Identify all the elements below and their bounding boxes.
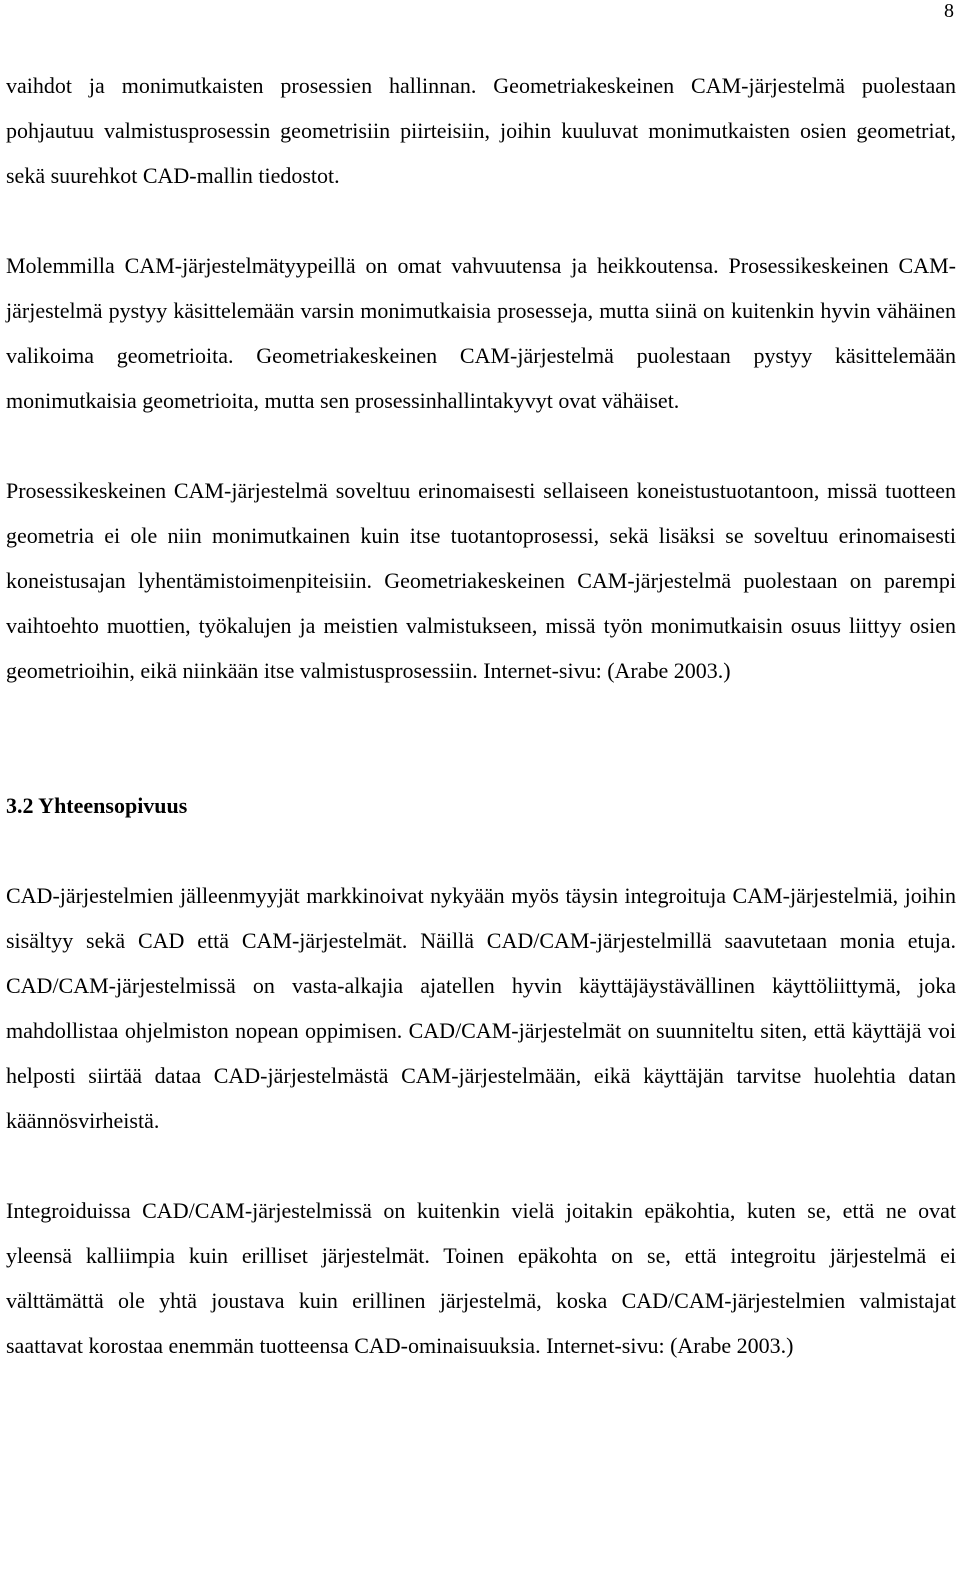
paragraph-integrated-drawbacks: Integroiduissa CAD/CAM-järjestelmissä on kuitenkin vielä joitakin epäkohtia, kuten se, että ne ovat yleensä kalliimpia kuin erilliset järjestelmät. Toinen epäkohta on se, että integroitu järjestelmä ei välttämättä ole yhtä joustava kuin erillinen järjestelmä, koska CAD/CAM-järjestelmien valmistajat saattavat korostaa enemmän tuotteensa CAD-ominaisuuksia. Internet-sivu: (Arabe 2003.) [6, 1198, 956, 1358]
paragraph-suitability: Prosessikeskeinen CAM-järjestelmä soveltuu erinomaisesti sellaiseen koneistustuotantoon, missä tuotteen geometria ei ole niin monimutkainen kuin itse tuotantoprosessi, sekä lisäksi se soveltuu erinomaisesti koneistusajan lyhentämistoimenpiteisiin. Geometriakeskeinen CAM-järjestelmä puolestaan on parempi vaihtoehto muottien, työkalujen ja meistien valmistukseen, missä työn monimutkaisin osuus liittyy osien geometrioihin, eikä niinkään itse valmistusprosessiin. Internet-sivu: (Arabe 2003.) [6, 478, 956, 683]
paragraph-strengths-weaknesses: Molemmilla CAM-järjestelmätyypeillä on omat vahvuutensa ja heikkoutensa. Prosessikeskeinen CAM-järjestelmä pystyy käsittelemään varsin monimutkaisia prosesseja, mutta siinä on kuitenkin hyvin vähäinen valikoima geometrioita. Geometriakeskeinen CAM-järjestelmä puolestaan pystyy käsittelemään monimutkaisia geometrioita, mutta sen prosessinhallintakyvyt ovat vähäiset. [6, 253, 956, 413]
section-heading-compatibility: 3.2 Yhteensopivuus [6, 793, 188, 818]
page-number: 8 [944, 0, 954, 22]
document-body [6, 63, 956, 1368]
paragraph-integrated-systems: CAD-järjestelmien jälleenmyyjät markkinoivat nykyään myös täysin integroituja CAM-järjestelmiä, joihin sisältyy sekä CAD että CAM-järjestelmät. Näillä CAD/CAM-järjestelmillä saavutetaan monia etuja. CAD/CAM-järjestelmissä on vasta-alkajia ajatellen hyvin käyttäjäystävällinen käyttöliittymä, joka mahdollistaa ohjelmiston nopean oppimisen. CAD/CAM-järjestelmät on suunniteltu siten, että käyttäjä voi helposti siirtää dataa CAD-järjestelmästä CAM-järjestelmään, eikä käyttäjän tarvitse huolehtia datan käännösvirheistä. [6, 883, 956, 1133]
paragraph-cam-types-intro: vaihdot ja monimutkaisten prosessien hallinnan. Geometriakeskeinen CAM-järjestelmä puolestaan pohjautuu valmistusprosessin geometrisiin piirteisiin, joihin kuuluvat monimutkaisten osien geometriat, sekä suurehkot CAD-mallin tiedostot. [6, 73, 956, 188]
